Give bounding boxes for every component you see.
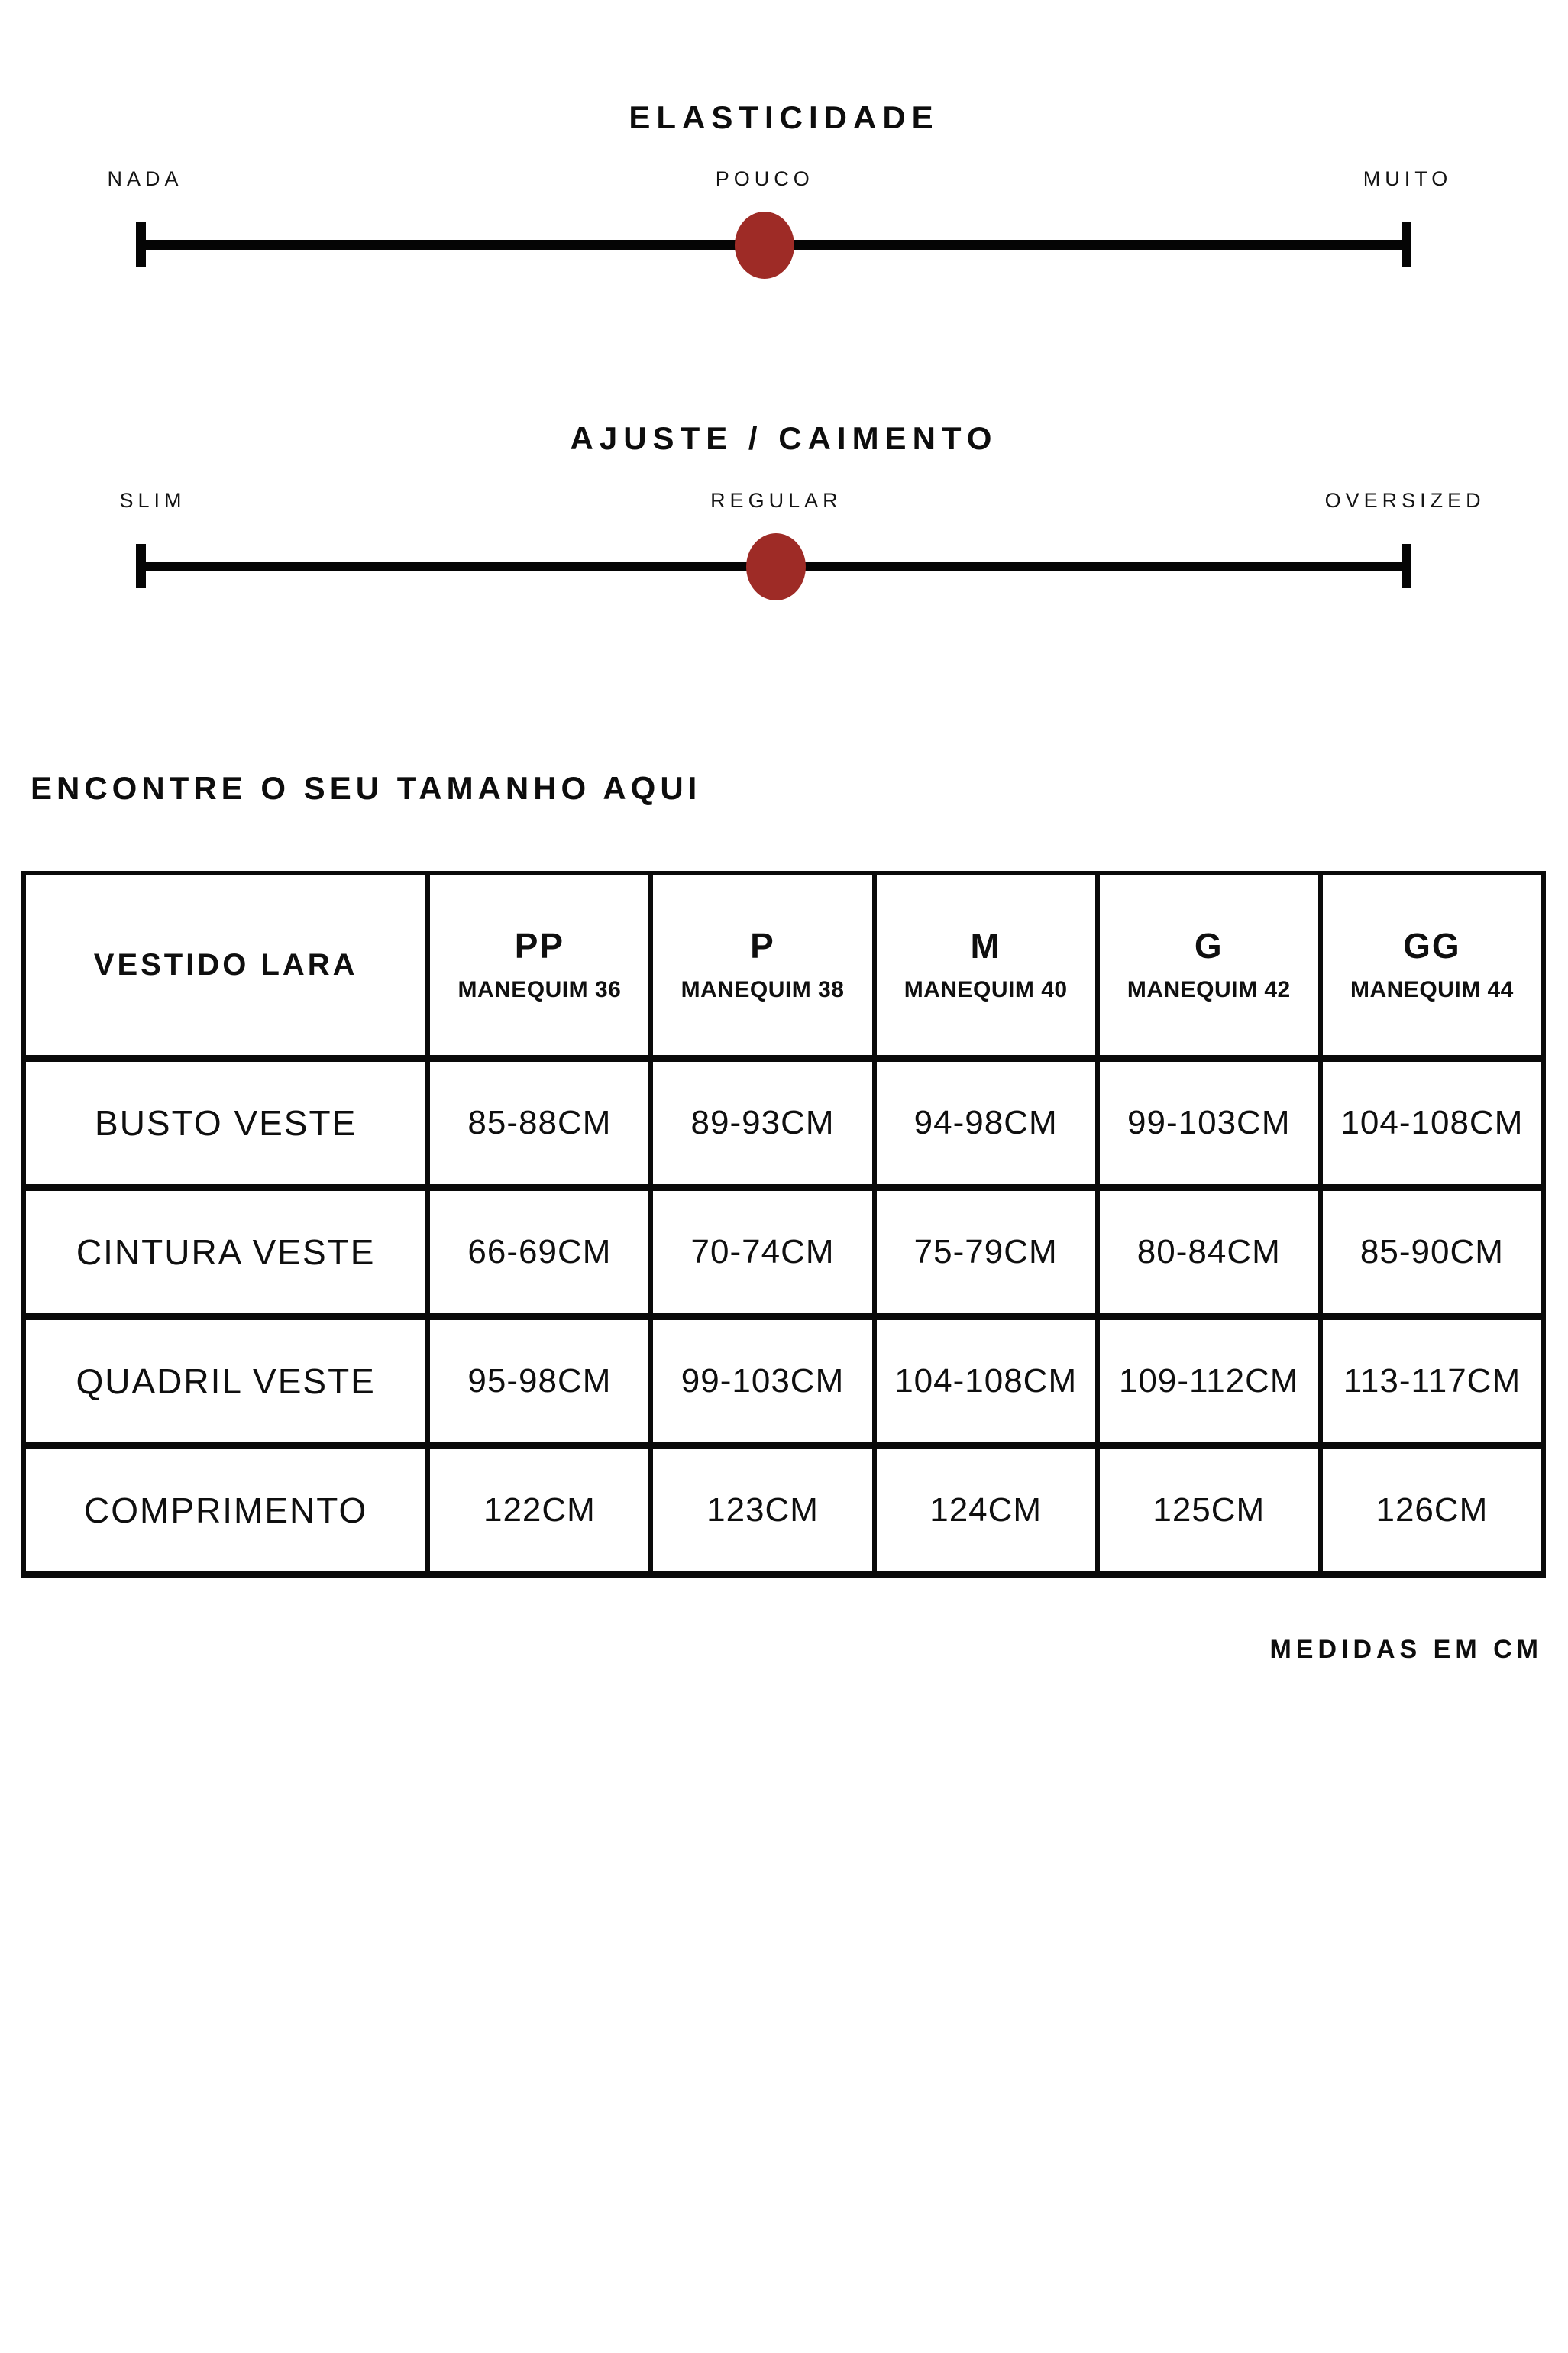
measurement-value: 109-112CM bbox=[1118, 1362, 1299, 1400]
size-label: M bbox=[970, 926, 1001, 966]
elasticity-title: ELASTICIDADE bbox=[629, 99, 939, 135]
size-label: P bbox=[750, 926, 775, 966]
table-cell bbox=[1321, 1059, 1544, 1188]
measurement-value: 104-108CM bbox=[1340, 1104, 1524, 1141]
measurement-label: CINTURA VESTE bbox=[76, 1232, 376, 1272]
table-cell bbox=[651, 1188, 874, 1317]
table-cell bbox=[428, 1059, 651, 1188]
table-cell bbox=[651, 1059, 874, 1188]
table-cell bbox=[1098, 1059, 1321, 1188]
measurement-value: 66-69CM bbox=[467, 1233, 612, 1270]
measurement-value: 122CM bbox=[483, 1491, 596, 1529]
scale-label-oversized: OVERSIZED bbox=[1324, 489, 1486, 512]
measurement-value: 70-74CM bbox=[690, 1233, 835, 1270]
scale-label-muito: MUITO bbox=[1363, 167, 1453, 190]
measurement-value: 75-79CM bbox=[913, 1233, 1058, 1270]
slider-marker bbox=[735, 212, 794, 279]
size-column-gg bbox=[1321, 873, 1544, 1059]
table-cell bbox=[1098, 1188, 1321, 1317]
size-column-pp bbox=[428, 873, 651, 1059]
measurement-value: 104-108CM bbox=[894, 1362, 1078, 1400]
measurement-value: 85-88CM bbox=[467, 1104, 612, 1141]
mannequin-label: MANEQUIM 38 bbox=[681, 976, 845, 1002]
mannequin-label: MANEQUIM 36 bbox=[457, 976, 622, 1002]
measurement-value: 124CM bbox=[929, 1491, 1043, 1529]
mannequin-label: MANEQUIM 44 bbox=[1350, 976, 1514, 1002]
scale-label-nada: NADA bbox=[107, 167, 183, 190]
table-cell bbox=[651, 1446, 874, 1575]
units-note: MEDIDAS EM CM bbox=[1269, 1635, 1543, 1664]
measurement-value: 80-84CM bbox=[1136, 1233, 1281, 1270]
size-column-g bbox=[1098, 873, 1321, 1059]
elasticity-slider-track bbox=[107, 167, 1453, 250]
table-row-cintura bbox=[24, 1188, 1544, 1317]
table-cell bbox=[1098, 1446, 1321, 1575]
track-right-endcap bbox=[1402, 222, 1411, 267]
size-table bbox=[21, 871, 1546, 1578]
table-cell bbox=[1321, 1446, 1544, 1575]
table-cell bbox=[428, 1446, 651, 1575]
size-label: G bbox=[1194, 926, 1224, 966]
mannequin-label: MANEQUIM 42 bbox=[1127, 976, 1291, 1002]
slider-marker bbox=[746, 533, 806, 600]
measurement-value: 126CM bbox=[1376, 1491, 1489, 1529]
table-cell bbox=[651, 1317, 874, 1446]
size-column-p bbox=[651, 873, 874, 1059]
track-right-endcap bbox=[1402, 544, 1411, 588]
measurement-value: 89-93CM bbox=[690, 1104, 835, 1141]
fit-slider-track bbox=[119, 489, 1486, 571]
measurement-value: 95-98CM bbox=[467, 1362, 612, 1400]
measurement-value: 99-103CM bbox=[681, 1362, 845, 1400]
mannequin-label: MANEQUIM 40 bbox=[904, 976, 1068, 1002]
track-left-endcap bbox=[136, 222, 146, 267]
measurement-value: 113-117CM bbox=[1343, 1362, 1521, 1400]
size-column-m bbox=[875, 873, 1098, 1059]
table-cell bbox=[428, 1317, 651, 1446]
fit-title: AJUSTE / CAIMENTO bbox=[570, 420, 998, 456]
measurement-value: 123CM bbox=[706, 1491, 819, 1529]
table-row-busto bbox=[24, 1059, 1544, 1188]
measurement-value: 85-90CM bbox=[1359, 1233, 1504, 1270]
size-guide-heading: ENCONTRE O SEU TAMANHO AQUI bbox=[31, 770, 702, 806]
product-name: VESTIDO LARA bbox=[93, 948, 358, 982]
measurement-label: QUADRIL VESTE bbox=[76, 1361, 376, 1401]
row-label-cell bbox=[24, 1059, 428, 1188]
size-label: PP bbox=[514, 926, 565, 966]
table-cell bbox=[875, 1317, 1098, 1446]
row-label-cell bbox=[24, 1188, 428, 1317]
measurement-value: 99-103CM bbox=[1127, 1104, 1291, 1141]
table-cell bbox=[1321, 1317, 1544, 1446]
size-table-header-row bbox=[24, 873, 1544, 1059]
measurement-label: COMPRIMENTO bbox=[84, 1490, 368, 1530]
measurement-value: 94-98CM bbox=[913, 1104, 1058, 1141]
scale-label-pouco: POUCO bbox=[715, 167, 814, 190]
track-left-endcap bbox=[136, 544, 146, 588]
table-cell bbox=[1321, 1188, 1544, 1317]
table-cell bbox=[875, 1446, 1098, 1575]
table-row-quadril bbox=[24, 1317, 1544, 1446]
table-cell bbox=[1098, 1317, 1321, 1446]
scale-label-slim: SLIM bbox=[119, 489, 186, 512]
row-label-cell bbox=[24, 1446, 428, 1575]
row-label-cell bbox=[24, 1317, 428, 1446]
table-cell bbox=[875, 1059, 1098, 1188]
size-label: GG bbox=[1403, 926, 1461, 966]
product-name-cell bbox=[24, 873, 428, 1059]
scale-label-regular: REGULAR bbox=[710, 489, 842, 512]
table-row-comprimento bbox=[24, 1446, 1544, 1575]
measurement-label: BUSTO VESTE bbox=[95, 1103, 357, 1143]
measurement-value: 125CM bbox=[1153, 1491, 1266, 1529]
table-cell bbox=[428, 1188, 651, 1317]
table-cell bbox=[875, 1188, 1098, 1317]
